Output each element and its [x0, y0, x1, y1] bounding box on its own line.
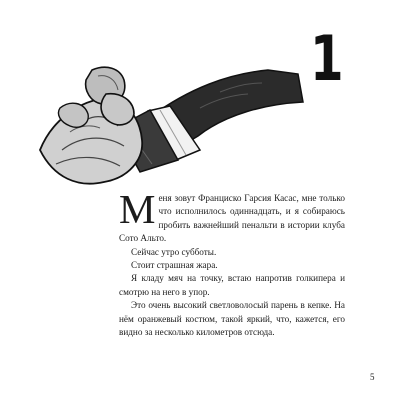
story-paragraph: Меня зовут Франциско Гарсия Касас, мне только что исполнилось одиннадцать, и я собираюсь пробить важнейший пенальти в истории клуба Сото Альто.	[119, 186, 345, 244]
story-paragraph: Стоит страшная жара.	[131, 260, 218, 271]
story-paragraph: Я кладу мяч на точку, встаю напротив голкипера и смотрю на него в упор.	[119, 273, 345, 297]
drop-cap: М	[119, 186, 156, 232]
story-paragraph: Сейчас утро субботы.	[131, 246, 217, 257]
page-number: 5	[370, 372, 375, 382]
chapter-number: 1	[310, 22, 344, 95]
goalkeeper-glove-illustration	[0, 0, 420, 200]
story-paragraph: Это очень высокий светловолосый парень в кепке. На нём оранжевый костюм, такой яркий, что, кажется, его видно за несколько километров отсюда.	[119, 300, 345, 338]
story-text	[119, 186, 345, 339]
